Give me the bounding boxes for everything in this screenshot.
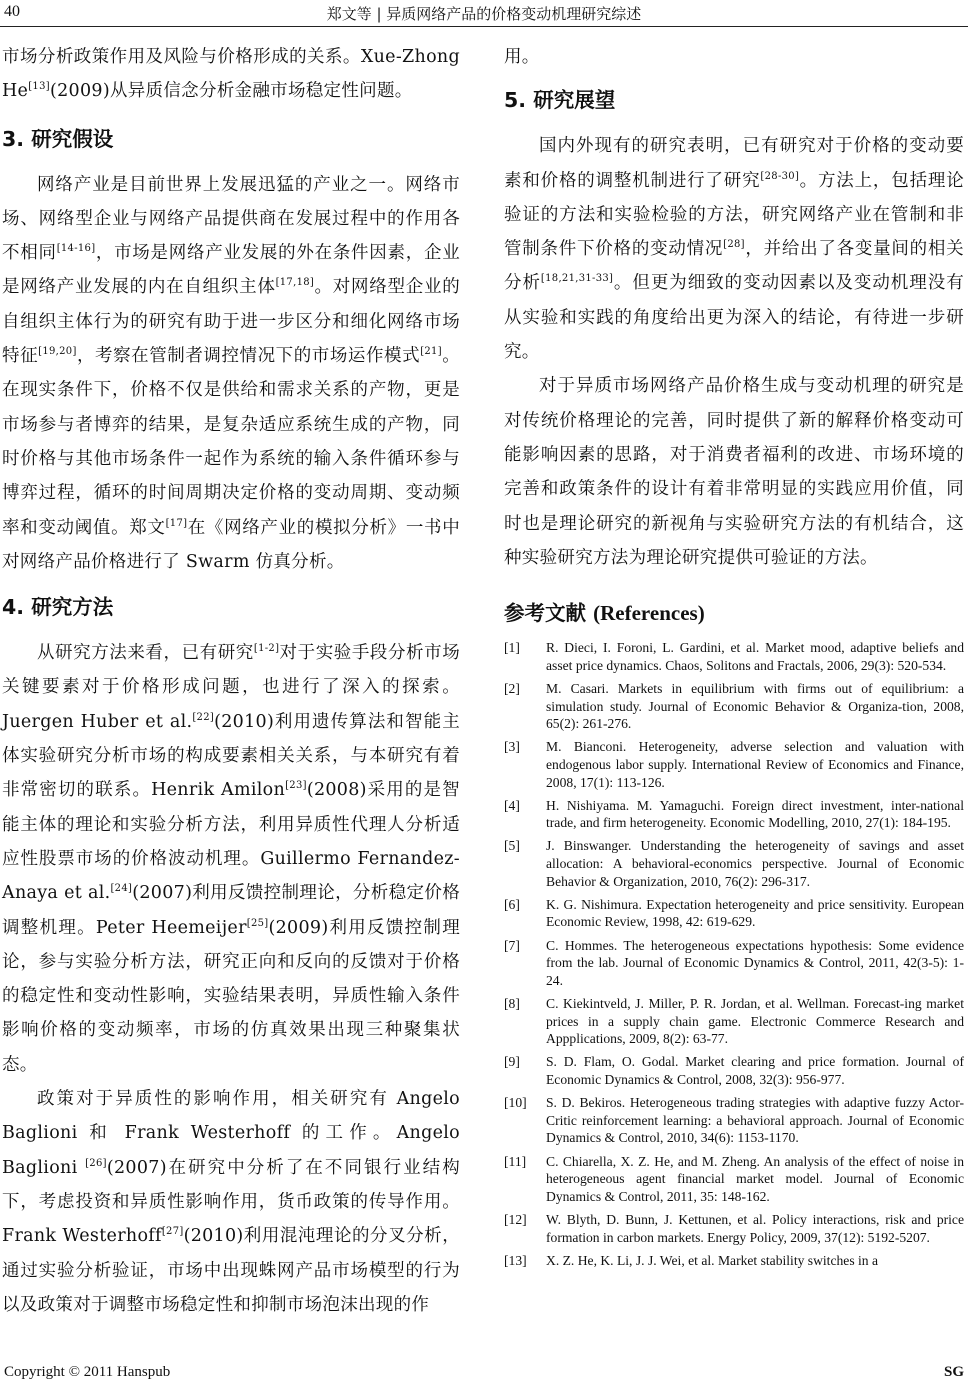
running-header [0, 0, 968, 27]
text-run: 。对网络型企业的自组织主体行为的研究有助于进一步区分和细化网络市场特征 [2, 277, 460, 367]
citation-ref: [19,20] [38, 346, 77, 358]
reference-number: [6] [504, 896, 520, 912]
citation-ref: [25] [246, 917, 269, 929]
text-run: (2009)从异质信念分析金融市场稳定性问题。 [49, 81, 413, 102]
text-run: 从研究方法来看，已有研究 [37, 643, 254, 664]
text-run: 对于实验手段分析市场关键要素对于价格形成问题，也进行了深入的探索。Juergen Huber et al. [2, 643, 461, 732]
section-5-heading: 5. 研究展望 [504, 88, 616, 113]
paragraph-continued-right: 用。 [504, 47, 540, 67]
reference-number: [7] [504, 937, 520, 953]
reference-text: M. Bianconi. Heterogeneity, adverse selection and valuation with endogenous labor supply. International Review of Economics and Finance, 2008, 17(1): 113-126. [546, 739, 964, 790]
right-column [504, 40, 964, 1275]
reference-text: J. Binswanger. Understanding the heterogeneity of savings and asset allocation: A behavioral-economics perspective. Journal of Economic Behavior & Organization, 2010, 76(2): 296-317. [546, 838, 964, 889]
reference-number: [1] [504, 640, 520, 656]
reference-item [504, 639, 964, 674]
reference-item [504, 995, 964, 1048]
text-run: ，市场是网络产业发展的外在条件因素，企业是网络产业发展的内在自组织主体 [2, 243, 460, 298]
reference-item [504, 937, 964, 990]
section-4-heading: 4. 研究方法 [2, 595, 114, 620]
citation-ref: [22] [192, 711, 215, 723]
reference-text: S. D. Bekiros. Heterogeneous trading strategies with adaptive fuzzy Actor-Critic reinforcement learning: a behavioral approach. Journal of Economic Dynamics & Control, 2010, 34(6): 1153-1170. [546, 1095, 964, 1146]
journal-abbrev: SG [943, 1364, 964, 1380]
text-run: 。但更为细致的变动因素以及变动机理没有从实验和实践的角度给出更为深入的结论，有待进一步研究。 [504, 273, 964, 363]
reference-number: [13] [504, 1252, 527, 1268]
citation-ref: [26] [85, 1157, 107, 1169]
text-run: 市场分析政策作用及风险与价格形成的关系。Xue-Zhong He [2, 47, 460, 102]
reference-item [504, 1252, 964, 1270]
reference-number: [4] [504, 797, 520, 813]
text-run: (2007)在研究中分析了在不同银行业结构下，考虑投资和异质性影响作用，货币政策的传导作用。Frank Westerhoff [2, 1157, 460, 1247]
section-5-paragraph-1 [504, 129, 964, 369]
section-5-paragraph-2: 对于异质市场网络产品价格生成与变动机理的研究是对传统价格理论的完善，同时提供了新的解释价格变动可能影响因素的思路，对于消费者福利的改进、市场环境的完善和政策条件的设计有着非常明显的实践应用价值，同时也是理论研究的新视角与实验研究方法的有机结合，这种实验研究方法为理论研究提供可验证的方法。 [504, 376, 964, 568]
reference-text: X. Z. He, K. Li, J. J. Wei, et al. Market stability switches in a [546, 1252, 879, 1268]
text-run: ，并给出了各变量间的相关分析 [504, 239, 964, 294]
reference-text: C. Hommes. The heterogeneous expectations hypothesis: Some evidence from the lab. Journal of Economic Dynamics & Control, 2011, 42(3-5): 1-24. [546, 937, 964, 988]
left-column [2, 40, 460, 1322]
text-run: (2009)利用反馈控制理论，参与实验分析方法，研究正向和反向的反馈对于价格的稳定性和变动性影响，实验结果表明，异质性输入条件影响价格的变动频率，市场的仿真效果出现三种聚集状态。 [2, 917, 460, 1075]
section-3-paragraph [2, 168, 460, 580]
text-run: ，考察在管制者调控情况下的市场运作模式 [76, 346, 421, 367]
citation-ref: [21] [420, 346, 442, 358]
text-run: (2007)利用反馈控制理论，分析稳定价格调整机理。Peter Heemeijer [2, 883, 460, 938]
reference-text: R. Dieci, I. Foroni, L. Gardini, et al. Market mood, adaptive beliefs and asset price dynamics. Chaos, Solitons and Fractals, 2006, 29(3): 520-534. [546, 640, 964, 673]
reference-item [504, 1153, 964, 1206]
reference-text: C. Kiekintveld, J. Miller, P. R. Jordan, et al. Wellman. Forecast-ing market prices in a supply chain game. Electronic Commerce Research and Appplications, 2009, 8(2): 63-77. [546, 996, 964, 1047]
references-heading-cn: 参考文献 [504, 601, 586, 626]
section-3-heading: 3. 研究假设 [2, 126, 114, 151]
text-run: (2010)利用遗传算法和智能主体实验研究分析市场的构成要素相关关系，与本研究有着非常密切的联系。Henrik Amilon [2, 711, 460, 801]
reference-item [504, 680, 964, 733]
reference-item [504, 1211, 964, 1246]
reference-text: H. Nishiyama. M. Yamaguchi. Foreign direct investment, inter-national trade, and firm heterogeneity. Economic Modelling, 2010, 27(1): 184-195. [546, 797, 964, 831]
reference-number: [10] [504, 1095, 527, 1111]
reference-text: S. D. Flam, O. Godal. Market clearing and price formation. Journal of Economic Dynamics & Control, 2008, 32(3): 956-977. [546, 1054, 964, 1087]
text-run: (2008)采用的是智能主体的理论和实验分析方法，利用异质性代理人分析适应性股票市场的价格波动机理。Guillermo Fernandez-Anaya et al. [2, 780, 460, 904]
reference-item [504, 896, 964, 931]
reference-text: M. Casari. Markets in equilibrium with firms out of equilibrium: a simulation study. Journal of Economic Behavior & Organiza-tion, 2008, 65(2): 261-276. [546, 680, 964, 732]
reference-number: [3] [504, 739, 520, 755]
text-run: 国内外现有的研究表明，已有研究对于价格的变动要素和价格的调整机制进行了研究 [504, 136, 964, 191]
reference-item [504, 797, 964, 832]
reference-number: [9] [504, 1054, 520, 1070]
reference-text: W. Blyth, D. Bunn, J. Kettunen, et al. Policy interactions, risk and price formation in carbon markets. Energy Policy, 2009, 37(12): 5192-5207. [546, 1211, 964, 1245]
running-title: 郑文等 | 异质网络产品的价格变动机理研究综述 [326, 5, 642, 23]
copyright-notice: Copyright © 2011 Hanspub [4, 1364, 171, 1380]
reference-text: K. G. Nishimura. Expectation heterogeneity and price sensitivity. European Economic Review, 1998, 42: 619-629. [546, 896, 964, 930]
reference-number: [12] [504, 1211, 527, 1227]
citation-ref: [18,21,31-33] [540, 273, 614, 285]
text-run: 在《网络产业的模拟分析》一书中对网络产品价格进行了 Swarm 仿真分析。 [2, 517, 461, 572]
references-heading [504, 599, 964, 627]
section-4-paragraph-2 [2, 1082, 460, 1322]
reference-item [504, 837, 964, 890]
references-heading-en: (References) [593, 601, 705, 626]
citation-ref: [23] [285, 780, 307, 792]
reference-number: [8] [504, 996, 520, 1011]
reference-list [504, 639, 964, 1269]
citation-ref: [24] [110, 883, 133, 895]
reference-number: [2] [504, 680, 520, 696]
reference-item [504, 1094, 964, 1147]
citation-ref: [28] [723, 239, 745, 251]
text-run: 政策对于异质性的影响作用，相关研究有 Angelo Baglioni 和 Frank Westerhoff 的工作。Angelo Baglioni [2, 1089, 460, 1178]
reference-item [504, 738, 964, 791]
citation-ref: [17,18] [275, 277, 315, 289]
reference-number: [5] [504, 838, 520, 854]
section-4-paragraph-1 [2, 636, 460, 1082]
page-number: 40 [4, 3, 20, 20]
text-run: 。在现实条件下，价格不仅是供给和需求关系的产物，更是市场参与者博弈的结果，是复杂适应系统生成的产物，同时价格与其他市场条件一起作为系统的输入条件循环参与博弈过程，循环的时间周期决定价格的变动周期、变动频率和变动阈值。郑文 [2, 346, 460, 538]
citation-ref: [1-2] [253, 643, 280, 655]
text-run: 。方法上，包括理论验证的方法和实验检验的方法，研究网络产业在管制和非管制条件下价格的变动情况 [504, 170, 964, 260]
reference-item [504, 1053, 964, 1088]
reference-text: C. Chiarella, X. Z. He, and M. Zheng. An analysis of the effect of noise in heterogeneous agent financial market model. Journal of Economic Dynamics & Control, 2011, 35: 148-162. [546, 1153, 964, 1204]
paragraph-continued [2, 40, 460, 109]
citation-ref: [28-30] [760, 170, 800, 182]
citation-ref: [13] [28, 81, 50, 93]
text-run: 网络产业是目前世界上发展迅猛的产业之一。网络市场、网络型企业与网络产品提供商在发展过程中的作用各不相同 [2, 174, 460, 264]
citation-ref: [14-16] [56, 243, 96, 255]
reference-number: [11] [504, 1153, 527, 1169]
text-run: (2010)利用混沌理论的分叉分析，通过实验分析验证，市场中出现蛛网产品市场模型的行为以及政策对于调整市场稳定性和抑制市场泡沫出现的作 [2, 1226, 460, 1315]
citation-ref: [17] [165, 517, 188, 529]
citation-ref: [27] [161, 1226, 184, 1238]
